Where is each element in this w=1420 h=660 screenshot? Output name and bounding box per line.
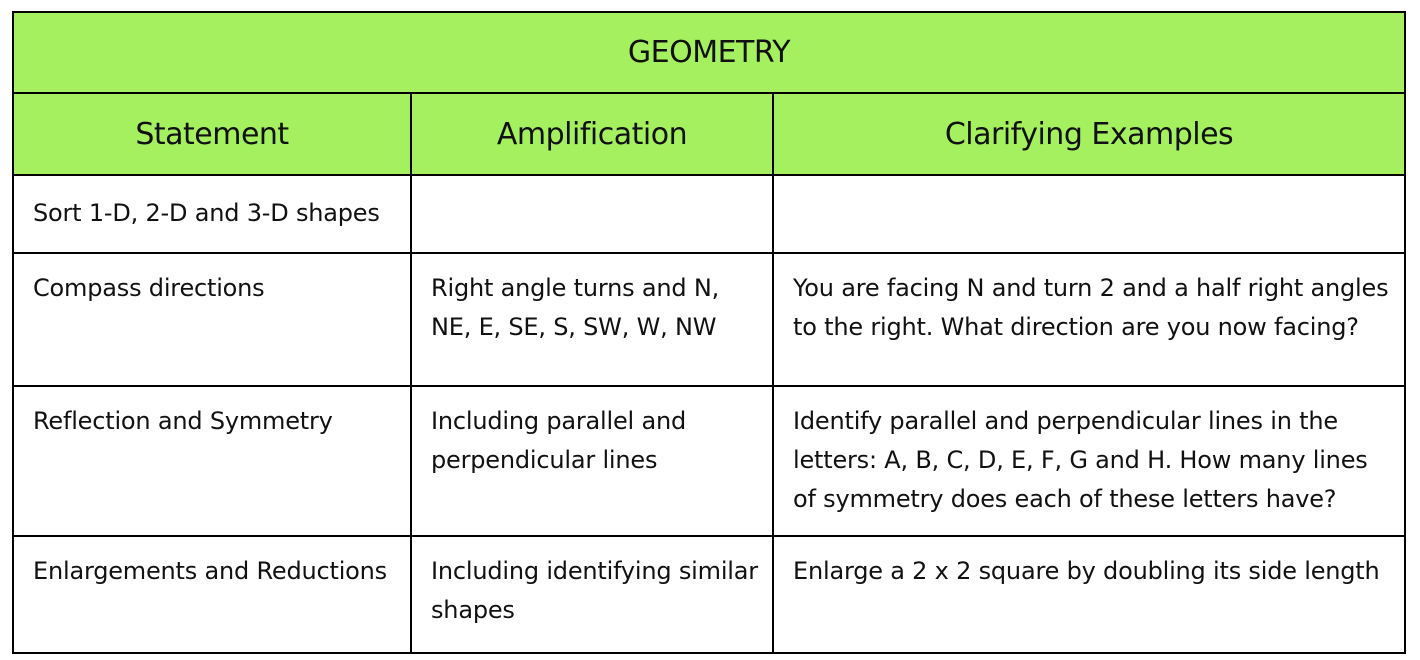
amplification-cell: Right angle turns and N, NE, E, SE, S, SW, W, NW	[411, 253, 773, 386]
column-header-clarifying-examples: Clarifying Examples	[773, 93, 1405, 175]
example-cell	[773, 175, 1405, 253]
title-row	[13, 12, 1405, 93]
amplification-cell: Including identifying similar shapes	[411, 536, 773, 653]
amplification-cell	[411, 175, 773, 253]
table-row	[13, 536, 1405, 653]
table-row	[13, 175, 1405, 253]
example-cell: Identify parallel and perpendicular lines in the letters: A, B, C, D, E, F, G and H. How many lines of symmetry does each of these letters have?	[773, 386, 1405, 536]
statement-cell: Sort 1-D, 2-D and 3-D shapes	[13, 175, 411, 253]
example-cell: Enlarge a 2 x 2 square by doubling its side length	[773, 536, 1405, 653]
header-row	[13, 93, 1405, 175]
geometry-table	[12, 11, 1406, 654]
statement-cell: Enlargements and Reductions	[13, 536, 411, 653]
example-cell: You are facing N and turn 2 and a half right angles to the right. What direction are you now facing?	[773, 253, 1405, 386]
statement-cell: Compass directions	[13, 253, 411, 386]
statement-cell: Reflection and Symmetry	[13, 386, 411, 536]
table-title: GEOMETRY	[13, 12, 1405, 93]
table-row	[13, 386, 1405, 536]
table-row	[13, 253, 1405, 386]
column-header-amplification: Amplification	[411, 93, 773, 175]
column-header-statement: Statement	[13, 93, 411, 175]
amplification-cell: Including parallel and perpendicular lines	[411, 386, 773, 536]
